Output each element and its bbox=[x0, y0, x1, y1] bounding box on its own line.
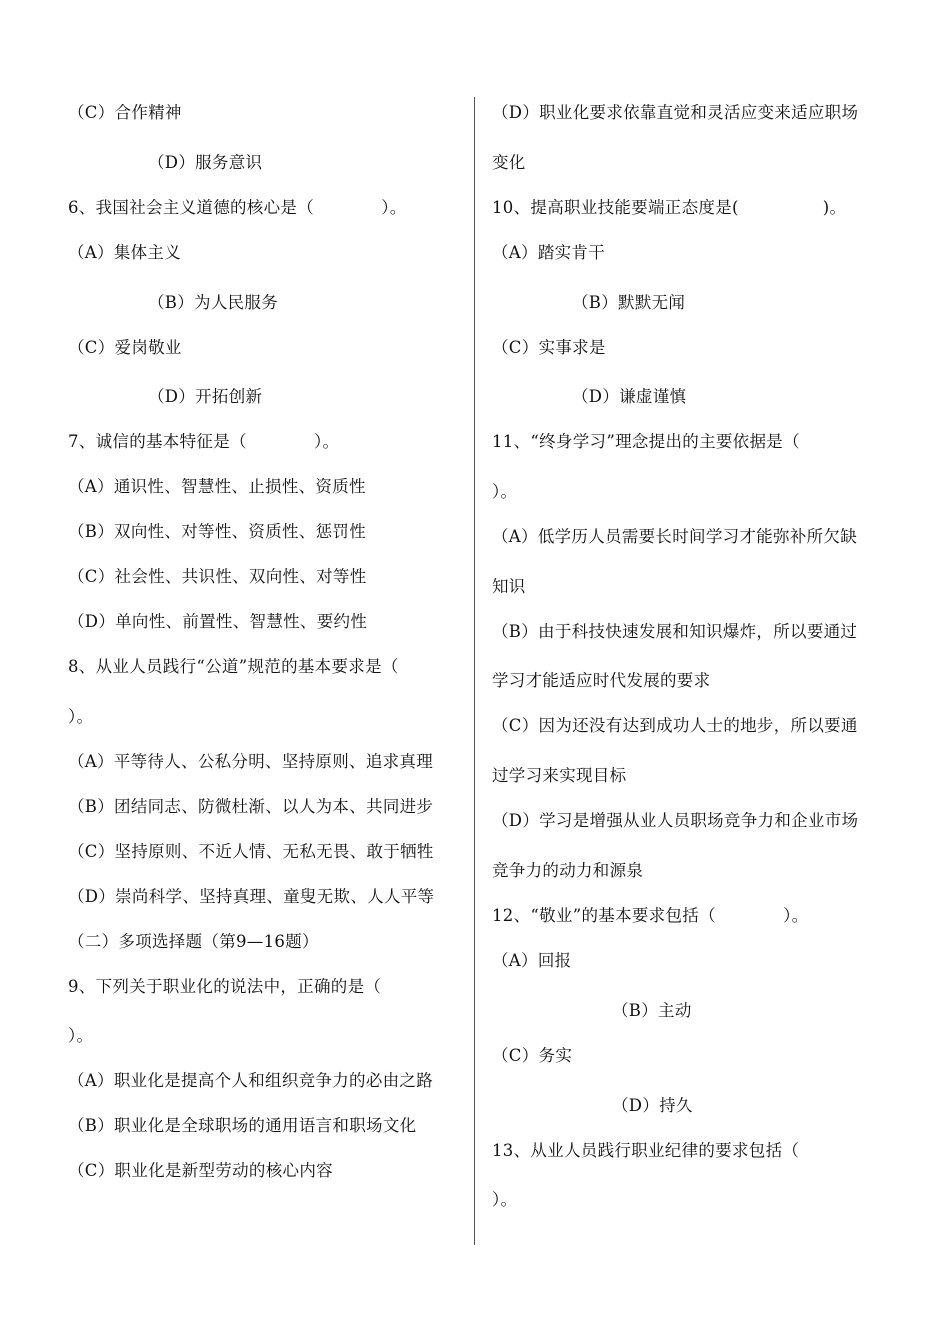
question-line: 9、下列关于职业化的说法中，正确的是（ bbox=[68, 977, 382, 996]
option-line: 竞争力的动力和源泉 bbox=[492, 861, 644, 880]
question-line: ）。 bbox=[492, 1190, 518, 1209]
option-line: （D）服务意识 bbox=[148, 153, 263, 172]
option-line: （C）务实 bbox=[492, 1046, 573, 1065]
option-line: 知识 bbox=[492, 577, 526, 596]
question-line: ）。 bbox=[68, 1026, 94, 1045]
option-line: （C）坚持原则、不近人情、无私无畏、敢于牺牲 bbox=[68, 842, 434, 861]
question-line: 13、从业人员践行职业纪律的要求包括（ bbox=[492, 1141, 800, 1160]
option-line: （A）集体主义 bbox=[68, 243, 182, 262]
option-line: （B）由于科技快速发展和知识爆炸，所以要通过 bbox=[492, 622, 858, 641]
option-line: （C）实事求是 bbox=[492, 338, 606, 357]
question-line: 11、“终身学习”理念提出的主要依据是（ bbox=[492, 432, 800, 451]
option-line: （D）单向性、前置性、智慧性、要约性 bbox=[68, 612, 368, 631]
option-line: （C）爱岗敬业 bbox=[68, 338, 182, 357]
option-line: （D）学习是增强从业人员职场竞争力和企业市场 bbox=[492, 811, 859, 830]
option-line: 学习才能适应时代发展的要求 bbox=[492, 671, 711, 690]
question-line: ）。 bbox=[492, 482, 518, 501]
option-line: （D）谦虚谨慎 bbox=[572, 387, 687, 406]
option-line: （B）团结同志、防微杜渐、以人为本、共同进步 bbox=[68, 797, 434, 816]
question-line: 8、从业人员践行“公道”规范的基本要求是（ bbox=[68, 657, 399, 676]
option-line: （B）双向性、对等性、资质性、惩罚性 bbox=[68, 522, 367, 541]
option-line: （B）主动 bbox=[612, 1001, 692, 1020]
option-line: （B）默默无闻 bbox=[572, 293, 686, 312]
section-heading: （二）多项选择题（第9—16题） bbox=[68, 932, 319, 951]
option-line: 过学习来实现目标 bbox=[492, 766, 627, 785]
option-line: （C）因为还没有达到成功人士的地步，所以要通 bbox=[492, 716, 858, 735]
option-line: （B）为人民服务 bbox=[148, 293, 279, 312]
question-line: ）。 bbox=[68, 707, 94, 726]
option-line: （A）平等待人、公私分明、坚持原则、追求真理 bbox=[68, 752, 434, 771]
question-line: 7、诚信的基本特征是（ ）。 bbox=[68, 432, 340, 451]
option-line: 变化 bbox=[492, 153, 526, 172]
option-line: （D）职业化要求依靠直觉和灵活应变来适应职场 bbox=[492, 103, 859, 122]
option-line: （D）崇尚科学、坚持真理、童叟无欺、人人平等 bbox=[68, 887, 435, 906]
option-line: （C）社会性、共识性、双向性、对等性 bbox=[68, 567, 367, 586]
option-line: （D）开拓创新 bbox=[148, 387, 263, 406]
option-line: （C）合作精神 bbox=[68, 103, 182, 122]
option-line: （A）回报 bbox=[492, 951, 572, 970]
option-line: （B）职业化是全球职场的通用语言和职场文化 bbox=[68, 1116, 417, 1135]
question-line: 10、提高职业技能要端正态度是( )。 bbox=[492, 198, 847, 217]
question-line: 12、“敬业”的基本要求包括（ ）。 bbox=[492, 906, 809, 925]
option-line: （A）踏实肯干 bbox=[492, 243, 606, 262]
column-divider bbox=[474, 97, 475, 1245]
option-line: （A）通识性、智慧性、止损性、资质性 bbox=[68, 477, 366, 496]
option-line: （D）持久 bbox=[612, 1096, 693, 1115]
question-line: 6、我国社会主义道德的核心是（ ）。 bbox=[68, 198, 407, 217]
option-line: （C）职业化是新型劳动的核心内容 bbox=[68, 1161, 333, 1180]
option-line: （A）低学历人员需要长时间学习才能弥补所欠缺 bbox=[492, 527, 858, 546]
option-line: （A）职业化是提高个人和组织竞争力的必由之路 bbox=[68, 1071, 434, 1090]
